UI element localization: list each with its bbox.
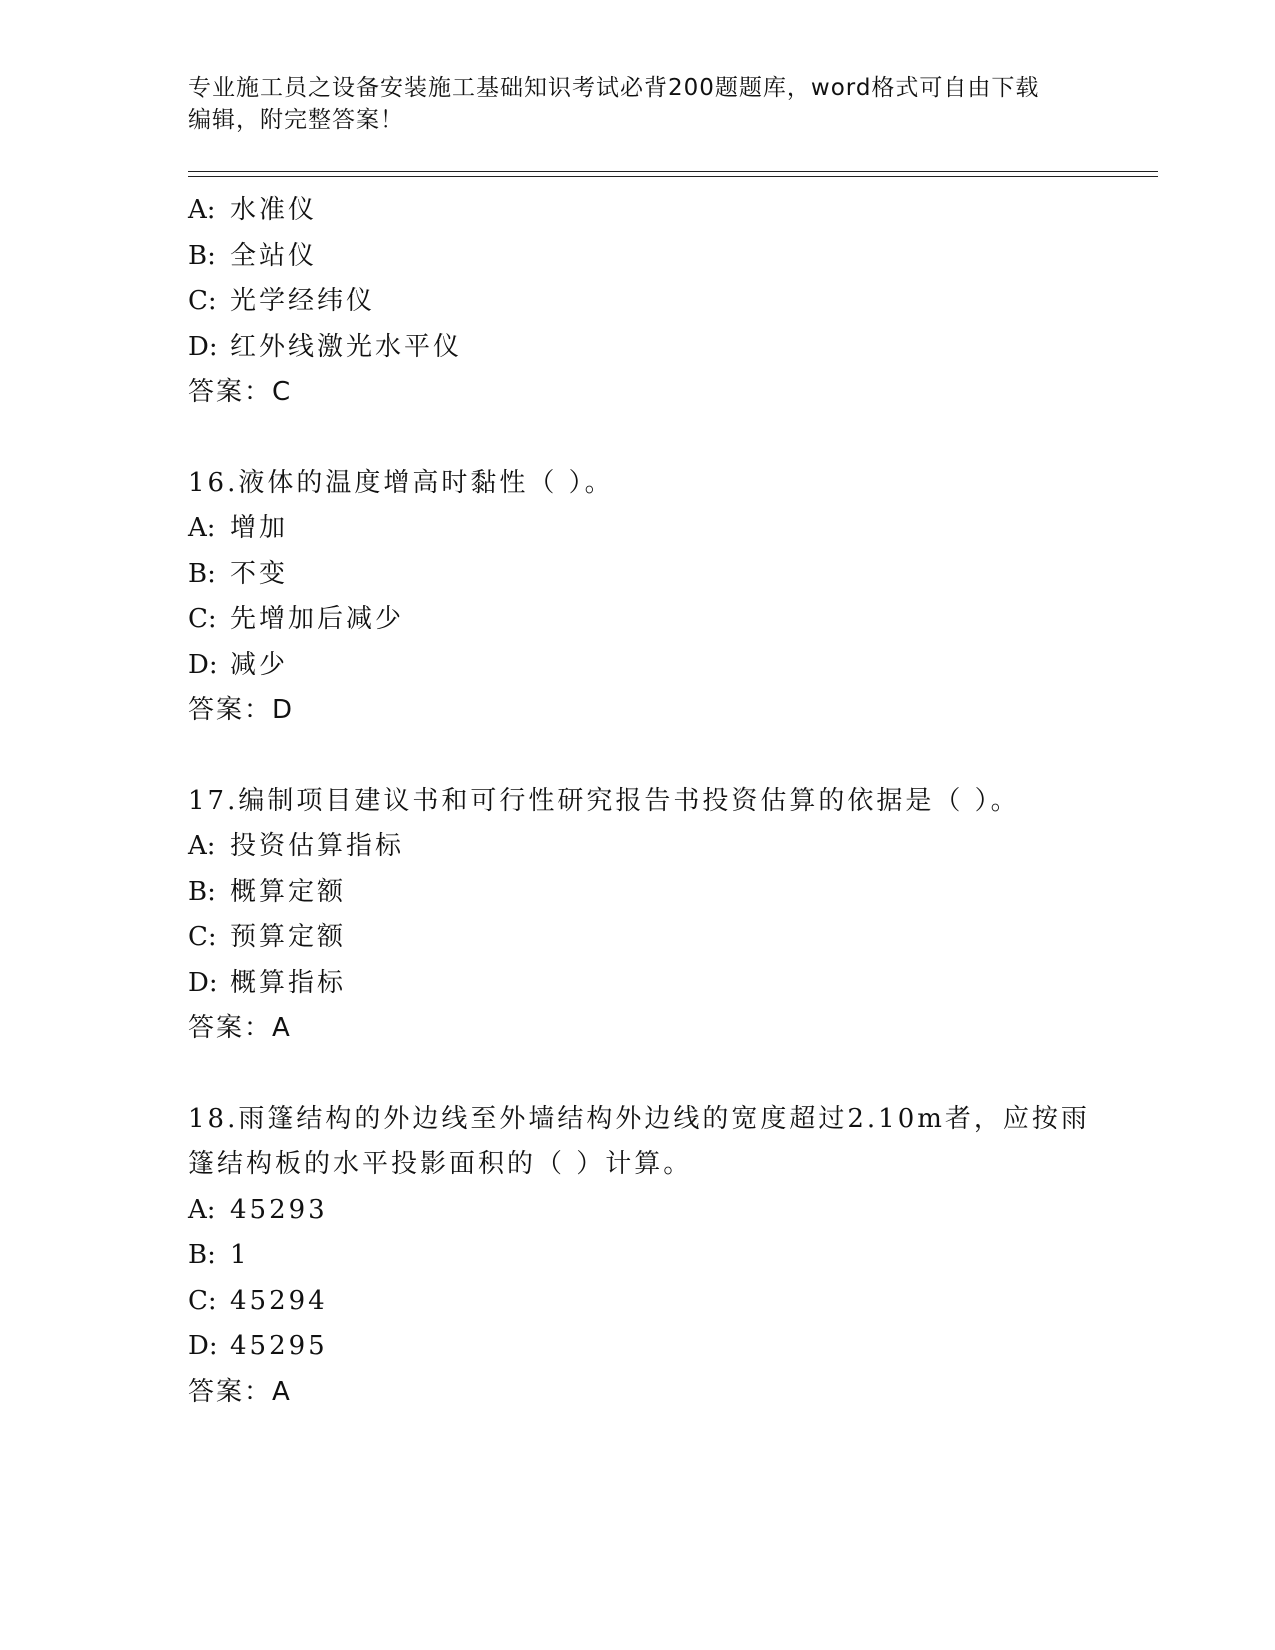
question-title-line-1: 18.雨篷结构的外边线至外墙结构外边线的宽度超过2.10m者，应按雨 [188,1103,1090,1134]
option-d: D: 减少 [188,649,289,680]
option-b: B: 概算定额 [188,876,347,907]
option-a: A: 投资估算指标 [188,831,405,861]
answer-line: 答案：D [188,695,295,725]
option-c: C: 光学经纬仪 [188,286,376,316]
header-title-line-1: 专业施工员之设备安装施工基础知识考试必背200题题库，word格式可自由下载 [188,75,1040,101]
option-b: B: 全站仪 [188,240,318,271]
header-title-line-2: 编辑，附完整答案！ [188,107,404,133]
document-header [188,72,1088,136]
header-divider-bottom [188,176,1158,177]
question-block-17 [188,779,1168,1052]
option-d: D: 45295 [188,1331,328,1361]
answer-line: 答案：C [188,377,293,407]
option-c: C: 45294 [188,1285,328,1316]
question-block-18 [188,1097,1168,1416]
option-d: D: 概算指标 [188,967,347,998]
option-a: A: 增加 [188,513,289,543]
header-divider-top [188,171,1158,172]
option-b: B: 1 [188,1240,250,1270]
question-title: 16.液体的温度增高时黏性（ ）。 [188,467,614,498]
question-title-line-2: 篷结构板的水平投影面积的（ ）计算。 [188,1149,693,1179]
option-d: D: 红外线激光水平仪 [188,331,463,362]
option-c: C: 先增加后减少 [188,604,405,634]
option-c: C: 预算定额 [188,922,347,952]
answer-line: 答案：A [188,1376,292,1407]
option-b: B: 不变 [188,558,289,589]
answer-line: 答案：A [188,1013,292,1043]
question-block-16 [188,461,1168,734]
question-block-15 [188,188,1168,416]
option-a: A: 水准仪 [188,195,318,225]
question-list [188,188,1168,1415]
option-a: A: 45293 [188,1194,328,1225]
question-title: 17.编制项目建议书和可行性研究报告书投资估算的依据是（ ）。 [188,785,1020,816]
